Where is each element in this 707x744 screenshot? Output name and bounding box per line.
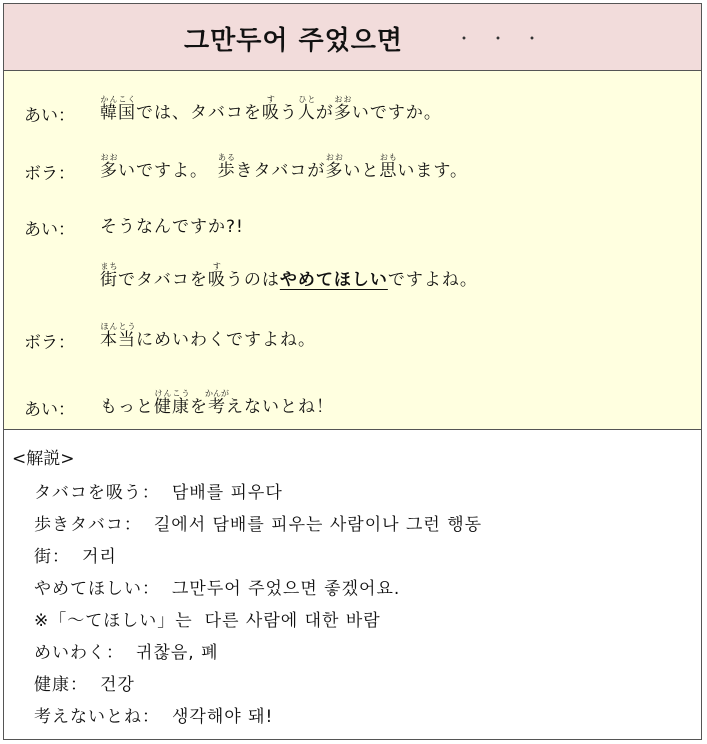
ruby-word (207, 262, 226, 290)
furigana: ほんとう (100, 322, 136, 331)
note-item (34, 702, 273, 727)
ruby-word (217, 153, 236, 181)
ruby-base: 健康 (154, 397, 190, 417)
ruby-base: 多 (333, 103, 352, 123)
note-meaning: 길에서 담배를 피우는 사람이나 그런 행동 (153, 515, 483, 535)
utterance-text: きタバコが (235, 161, 326, 181)
note-item (34, 478, 283, 503)
note-meaning: 담배를 피우다 (171, 483, 283, 503)
ruby-word (100, 322, 136, 350)
furigana: す (207, 262, 226, 271)
note-term: タバコを吸う： (34, 483, 160, 503)
note-term: 歩きタバコ： (34, 515, 142, 535)
ruby-base: 本当 (100, 330, 136, 350)
utterance (100, 306, 316, 354)
ruby-base: 多 (100, 161, 118, 181)
furigana: ひと (297, 95, 316, 104)
note-meaning: 다른 사람에 대한 바람 (204, 611, 381, 631)
note-item (34, 574, 400, 599)
dialogue-line (4, 79, 701, 127)
utterance-text: ですよね。 (387, 270, 478, 290)
ruby-word (100, 262, 118, 290)
note-item (34, 510, 482, 535)
ruby-base: 考 (205, 397, 229, 417)
speaker-label: あい： (24, 220, 75, 240)
ruby-word (325, 153, 344, 181)
note-item (34, 670, 135, 695)
ruby-base: 吸 (207, 270, 226, 290)
ruby-base: 韓国 (100, 103, 136, 123)
furigana: おも (379, 153, 398, 162)
dialogue-line (4, 306, 701, 354)
ruby-word (379, 153, 398, 181)
furigana: かんこく (100, 95, 136, 104)
note-term: 街： (34, 547, 70, 567)
furigana: す (261, 95, 280, 104)
note-meaning: 귀찮음, 폐 (136, 643, 219, 663)
furigana: けんこう (154, 389, 190, 398)
title-ellipsis: ・・・ (456, 29, 559, 48)
utterance-text: う (279, 103, 298, 123)
ruby-base: 街 (100, 270, 118, 290)
note-meaning: 건강 (100, 675, 135, 695)
utterance-text: うのは (225, 270, 280, 290)
dialogue-line (4, 373, 701, 421)
ruby-base: 多 (325, 161, 344, 181)
utterance-text: います。 (397, 161, 468, 181)
ruby-base: 吸 (261, 103, 280, 123)
ruby-word (297, 95, 316, 123)
notes-heading: <解説> (12, 449, 75, 469)
note-term: 考えないとね： (34, 707, 160, 727)
utterance (100, 193, 244, 241)
note-item (34, 606, 381, 631)
utterance-text: えないとね！ (226, 397, 334, 417)
utterance-text: そうなんですか?! (100, 217, 244, 237)
speaker-label: あい： (24, 106, 75, 126)
utterance-text: でタバコを (118, 270, 208, 290)
ruby-word (154, 389, 190, 417)
furigana: かんが (205, 389, 229, 398)
note-meaning: 생각해야 돼! (172, 707, 274, 727)
utterance (100, 373, 334, 421)
lesson-card (3, 3, 702, 740)
utterance-text: を (190, 397, 208, 417)
page-title: 그만두어 주었으면 (184, 26, 403, 56)
utterance (100, 79, 442, 127)
emphasized-phrase: やめてほしい (279, 270, 388, 290)
note-term: 健康： (34, 675, 88, 695)
utterance-text: もっと (100, 397, 154, 417)
speaker-label: ボラ： (24, 164, 75, 184)
speaker-label: あい： (24, 400, 75, 420)
furigana: おお (100, 153, 118, 162)
utterance-text: にめいわくですよね。 (136, 330, 316, 350)
note-term: ※「～てほしい」는 (34, 611, 193, 631)
utterance-text: いと (343, 161, 380, 181)
ruby-base: 歩 (217, 161, 236, 181)
utterance-text: いですか。 (351, 103, 442, 123)
note-term: やめてほしい： (34, 579, 160, 599)
ruby-word (333, 95, 352, 123)
ruby-word (261, 95, 280, 123)
dialogue-line (4, 246, 701, 294)
ruby-word (205, 389, 229, 417)
ruby-base: 人 (297, 103, 316, 123)
dialogue-line (4, 193, 701, 241)
ruby-base: 思 (379, 161, 398, 181)
ruby-word (100, 153, 118, 181)
furigana: まち (100, 262, 118, 271)
utterance (100, 246, 478, 294)
title-bar (4, 4, 701, 71)
dialogue-line (4, 137, 701, 185)
furigana: おお (333, 95, 352, 104)
note-item (34, 542, 117, 567)
furigana: ある (217, 153, 236, 162)
utterance-text: が (315, 103, 334, 123)
utterance-text: では、タバコを (136, 103, 262, 123)
note-meaning: 거리 (82, 547, 117, 567)
utterance-text: いですよ。 (118, 161, 218, 181)
furigana: おお (325, 153, 344, 162)
notes-section (4, 430, 701, 739)
note-meaning: 그만두어 주었으면 좋겠어요. (172, 579, 401, 599)
speaker-label: ボラ： (24, 333, 75, 353)
note-item (34, 638, 219, 663)
utterance (100, 137, 468, 185)
ruby-word (100, 95, 136, 123)
dialogue-section (4, 71, 701, 430)
note-term: めいわく： (34, 643, 124, 663)
